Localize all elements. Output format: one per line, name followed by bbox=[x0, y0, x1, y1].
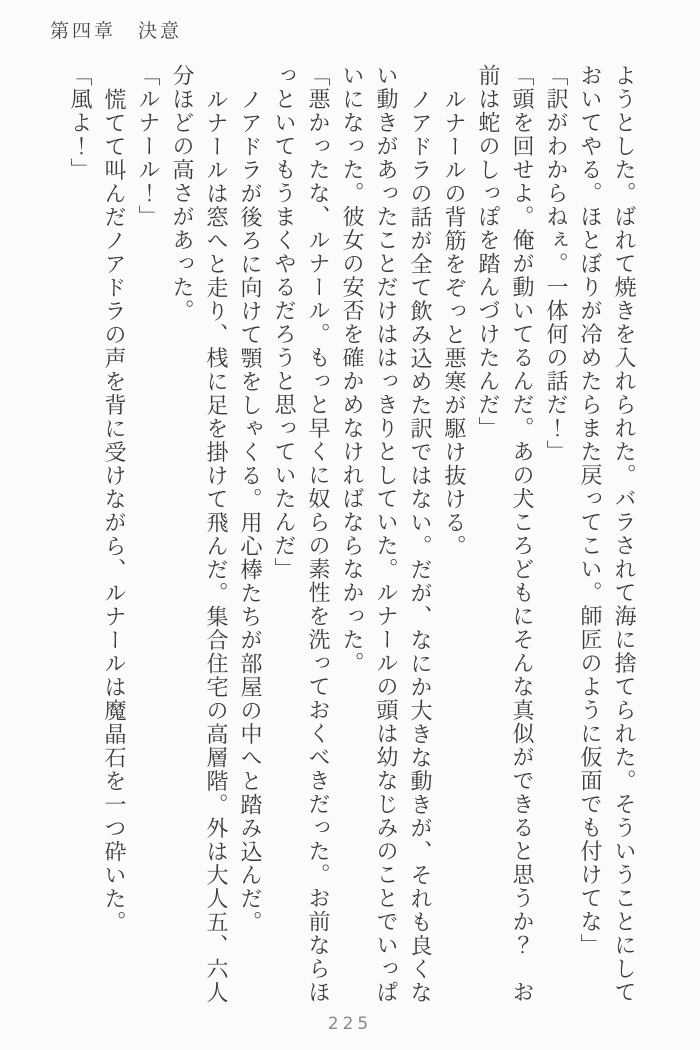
text-line: ノアドラが後ろに向けて顎をしゃくる。用心棒たちが部屋の中へと踏み込んだ。 bbox=[237, 88, 262, 934]
text-line: おいてやる。ほとぼりが冷めたらまた戻ってこい。師匠のように仮面でも付けてな」 bbox=[577, 64, 602, 957]
text-line: い動きがあったことだけははっきりとしていた。ルナールの頭は幼なじみのことでいっぱ bbox=[373, 64, 398, 1004]
text-line: 分ほどの高さがあった。 bbox=[169, 64, 194, 323]
body-text bbox=[62, 64, 640, 1012]
text-line: ルナールの背筋をぞっと悪寒が駆け抜ける。 bbox=[441, 88, 466, 558]
text-line: 「風よ！」 bbox=[67, 64, 92, 182]
page-number: 225 bbox=[327, 1014, 373, 1034]
text-line: ようとした。ばれて焼きを入れられた。バラされて海に捨てられた。そういうことにして bbox=[611, 64, 636, 1004]
text-line: いになった。彼女の安否を確かめなければならなかった。 bbox=[339, 64, 364, 675]
text-line: 前は蛇のしっぽを踏んづけたんだ」 bbox=[475, 64, 500, 440]
text-line: 「ルナール！」 bbox=[135, 64, 160, 229]
text-line: 「訳がわからねぇ。一体何の話だ！」 bbox=[543, 64, 568, 464]
text-line: 慌てて叫んだノアドラの声を背に受けながら、ルナールは魔晶石を一つ砕いた。 bbox=[101, 88, 126, 934]
text-line: 「頭を回せよ。俺が動いてるんだ。あの犬ころどもにそんな真似ができると思うか？ お bbox=[509, 64, 534, 1004]
text-line: ルナールは窓へと走り、桟に足を掛けて飛んだ。集合住宅の高層階。外は大人五、六人 bbox=[203, 88, 228, 1005]
text-line: ノアドラの話が全て飲み込めた訳ではない。だが、なにか大きな動きが、それも良くな bbox=[407, 88, 432, 1005]
text-line: 「悪かったな、ルナール。もっと早くに奴らの素性を洗っておくべきだった。お前ならほ bbox=[305, 64, 330, 1004]
text-line: っといてもうまくやるだろうと思っていたんだ」 bbox=[271, 64, 296, 581]
chapter-header: 第四章 決意 bbox=[50, 20, 183, 42]
